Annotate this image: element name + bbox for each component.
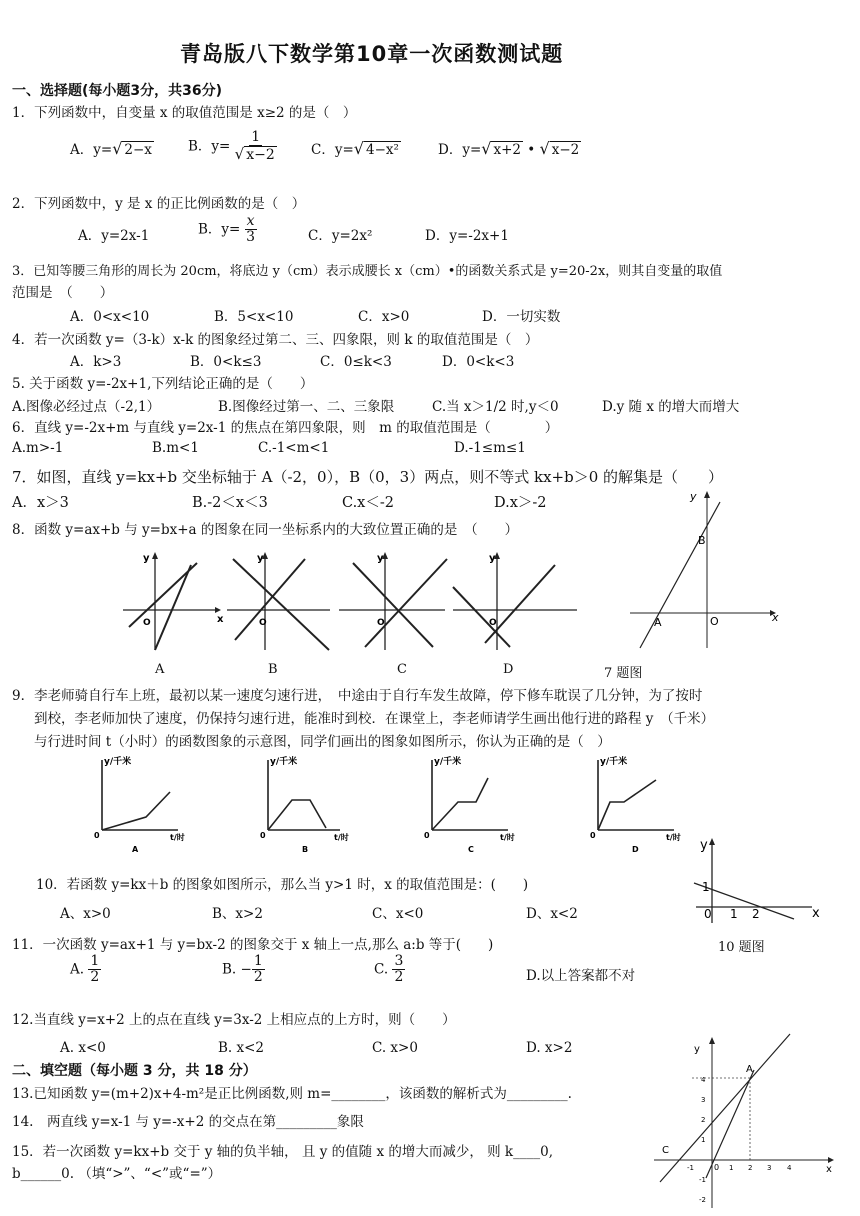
q8-graph-a: [123, 552, 221, 650]
svg-text:y: y: [489, 553, 496, 564]
svg-text:C: C: [468, 845, 474, 854]
q8-graph-b: [217, 552, 330, 650]
svg-text:1: 1: [730, 907, 738, 921]
svg-text:A: A: [746, 1064, 753, 1075]
question-7-option-a: A．x＞3: [12, 495, 69, 511]
svg-text:x: x: [812, 906, 820, 921]
question-1-option-b: B．y= $\frac{1}{√ x-2}$: [188, 129, 275, 164]
q7-y-label: y: [690, 490, 697, 503]
svg-text:t/时: t/时: [500, 833, 515, 842]
question-8-label-b: B: [268, 662, 278, 677]
question-8-stem: 8．函数 y=ax+b 与 y=bx+a 的图象在同一坐标系内的大致位置正确的是 （ ）: [12, 522, 519, 538]
svg-text:O: O: [143, 618, 151, 628]
question-5-option-c: C.当 x＞1/2 时,y＜0: [432, 399, 559, 415]
svg-text:y: y: [377, 553, 384, 564]
q7-point-b-label: B: [698, 534, 706, 547]
svg-text:O: O: [489, 618, 497, 628]
question-4-option-a: A．k>3: [70, 354, 122, 370]
q9-graph-c: [424, 755, 515, 854]
question-4-option-b: B．0<k≤3: [190, 354, 262, 370]
question-7-figure-caption: 7 题图: [604, 666, 643, 681]
svg-text:0: 0: [714, 1163, 720, 1172]
question-11-stem: 11．一次函数 y=ax+1 与 y=bx-2 的图象交于 x 轴上一点,那么 a:b 等于( ): [12, 937, 494, 953]
svg-text:D: D: [632, 845, 639, 854]
question-10-stem: 10．若函数 y=kx＋b 的图象如图所示，那么当 y>1 时，x 的取值范围是：( ): [36, 877, 529, 893]
q7-origin-label: O: [710, 615, 719, 628]
svg-text:1: 1: [701, 1136, 706, 1144]
question-3-option-b: B．5<x<10: [214, 309, 294, 325]
svg-text:0: 0: [260, 831, 266, 840]
svg-text:x: x: [826, 1164, 832, 1175]
question-14: 14. 两直线 y=x-1 与 y=-x+2 的交点在第_________象限: [12, 1114, 364, 1130]
svg-text:2: 2: [701, 1116, 706, 1124]
question-8-label-c: C: [397, 662, 407, 677]
svg-text:x: x: [217, 614, 224, 625]
question-2-option-d: D．y=-2x+1: [425, 228, 509, 244]
question-6-option-c: C.-1<m<1: [258, 440, 330, 456]
svg-text:4: 4: [787, 1164, 792, 1172]
question-1-option-a: A．y=√ 2−x: [70, 139, 152, 158]
svg-text:y/千米: y/千米: [104, 757, 132, 767]
page-title: 青岛版八下数学第10章一次函数测试题: [180, 42, 564, 66]
question-6-option-d: D.-1≤m≤1: [454, 440, 526, 456]
question-10-option-d: D、x<2: [526, 906, 578, 922]
question-4-option-c: C．0≤k<3: [320, 354, 392, 370]
question-7-option-c: C.x＜-2: [342, 495, 394, 511]
question-8-label-a: A: [155, 662, 165, 677]
question-13: 13.已知函数 y=(m+2)x+4-m²是正比例函数,则 m=________，该函数的解析式为_________.: [12, 1086, 572, 1102]
question-12-stem: 12.当直线 y=x+2 上的点在直线 y=3x-2 上相应点的上方时，则（ ）: [12, 1012, 456, 1028]
question-7-option-d: D.x＞-2: [494, 495, 547, 511]
svg-text:B: B: [302, 845, 309, 854]
question-10-option-a: A、x>0: [60, 906, 111, 922]
svg-text:0: 0: [704, 907, 712, 921]
q7-x-label: x: [772, 611, 779, 624]
q7-y-arrow: [704, 491, 710, 498]
question-3-stem-cont: 范围是 （ ）: [12, 285, 114, 301]
question-8-graphs: [115, 545, 585, 655]
q7-point-a-label: A: [654, 616, 662, 629]
question-2-stem: 2．下列函数中，y 是 x 的正比例函数的是（ ）: [12, 196, 306, 212]
svg-text:y/千米: y/千米: [434, 757, 462, 767]
svg-text:O: O: [259, 618, 267, 628]
q8-graph-c: [339, 552, 447, 650]
svg-text:-1: -1: [687, 1164, 694, 1172]
q7-line: [640, 502, 720, 648]
svg-text:y: y: [700, 838, 708, 853]
svg-text:3: 3: [767, 1164, 772, 1172]
svg-text:-1: -1: [699, 1176, 706, 1184]
question-15-line-2: b______0. （填“>”、“<”或“=”）: [12, 1166, 222, 1182]
question-10-figure: [690, 835, 825, 925]
question-3-option-c: C．x>0: [358, 309, 410, 325]
svg-text:0: 0: [94, 831, 100, 840]
question-6-option-a: A.m>-1: [12, 440, 64, 456]
svg-text:y/千米: y/千米: [600, 757, 628, 767]
question-2-option-c: C．y=2x²: [308, 228, 373, 244]
question-8-label-d: D: [503, 662, 514, 677]
svg-text:C: C: [662, 1145, 669, 1156]
q9-graph-d: [590, 755, 681, 854]
question-7-figure: [620, 488, 780, 653]
section-fill-heading: 二、填空题（每小题 3 分，共 18 分）: [12, 1063, 257, 1079]
svg-text:3: 3: [701, 1096, 706, 1104]
question-12-option-d: D. x>2: [526, 1040, 573, 1056]
question-3-stem: 3．已知等腰三角形的周长为 20cm，将底边 y（cm）表示成腰长 x（cm）•的函数关系式是 y=20-2x，则其自变量的取值: [12, 264, 723, 279]
svg-text:t/时: t/时: [666, 833, 681, 842]
question-10-figure-caption: 10 题图: [718, 940, 765, 955]
question-1-option-c: C．y=√ 4−x²: [311, 139, 399, 158]
question-11-option-c: C. $\frac{3}{2}$: [374, 953, 404, 986]
svg-text:2: 2: [748, 1164, 753, 1172]
svg-text:2: 2: [752, 907, 760, 921]
question-12-option-c: C. x>0: [372, 1040, 418, 1056]
question-1-option-d: D．y=√ x+2 • √ x−2: [438, 139, 580, 158]
question-4-option-d: D．0<k<3: [442, 354, 515, 370]
svg-text:0: 0: [590, 831, 596, 840]
question-10-option-b: B、x>2: [212, 906, 263, 922]
svg-text:t/时: t/时: [334, 833, 349, 842]
question-9-graphs: [88, 750, 688, 860]
svg-text:-2: -2: [699, 1196, 706, 1204]
question-9-line-2: 到校，李老师加快了速度，仍保持匀速行进，能准时到校．在课堂上，李老师请学生画出他行进的路程 y （千米）: [34, 711, 715, 727]
q8-graph-d: [453, 552, 577, 650]
question-15-line-1: 15．若一次函数 y=kx+b 交于 y 轴的负半轴， 且 y 的值随 x 的增大而减少， 则 k____0,: [12, 1144, 553, 1160]
question-12-option-b: B. x<2: [218, 1040, 265, 1056]
question-3-option-a: A．0<x<10: [70, 309, 150, 325]
question-5-stem: 5. 关于函数 y=-2x+1,下列结论正确的是（ ）: [12, 376, 314, 392]
svg-text:0: 0: [424, 831, 430, 840]
svg-text:y: y: [257, 553, 264, 564]
svg-text:y/千米: y/千米: [270, 757, 298, 767]
question-11-option-b: B. − $\frac{1}{2}$: [222, 953, 263, 986]
svg-text:4: 4: [701, 1076, 706, 1084]
question-11-option-d: D.以上答案都不对: [526, 968, 636, 984]
question-9-line-1: 9．李老师骑自行车上班，最初以某一速度匀速行进， 中途由于自行车发生故障，停下修车耽误了几分钟，为了按时: [12, 688, 703, 704]
question-12-option-a: A. x<0: [60, 1040, 106, 1056]
svg-text:O: O: [377, 618, 385, 628]
question-3-option-d: D．一切实数: [482, 309, 561, 325]
question-4-stem: 4．若一次函数 y=（3-k）x-k 的图象经过第二、三、四象限，则 k 的取值范围是（ ）: [12, 332, 539, 348]
question-10-option-c: C、x<0: [372, 906, 424, 922]
question-7-stem: 7．如图，直线 y=kx+b 交坐标轴于 A（-2，0），B（0，3）两点，则不等式 kx+b＞0 的解集是（ ）: [12, 468, 724, 486]
svg-text:1: 1: [702, 880, 710, 894]
question-9-line-3: 与行进时间 t（小时）的函数图象的示意图，同学们画出的图象如图所示，你认为正确的是（ ）: [34, 734, 611, 750]
svg-text:y: y: [143, 553, 150, 564]
question-5-option-a: A.图像必经过点（-2,1）: [12, 399, 161, 415]
svg-text:y: y: [694, 1044, 700, 1055]
svg-text:1: 1: [729, 1164, 734, 1172]
q9-graph-a: [94, 755, 185, 854]
question-2-option-a: A．y=2x-1: [78, 228, 150, 244]
bottom-figure: [650, 1030, 840, 1210]
svg-text:A: A: [132, 845, 139, 854]
question-7-option-b: B.-2＜x＜3: [192, 495, 268, 511]
question-2-option-b: B．y= $\frac{x}{3}$: [198, 213, 256, 246]
svg-text:t/时: t/时: [170, 833, 185, 842]
question-6-option-b: B.m<1: [152, 440, 199, 456]
q9-graph-b: [260, 755, 349, 854]
question-5-option-b: B.图像经过第一、二、三象限: [218, 399, 395, 415]
question-11-option-a: A. $\frac{1}{2}$: [70, 953, 100, 986]
question-1-stem: 1．下列函数中，自变量 x 的取值范围是 x≥2 的是（ ）: [12, 105, 357, 121]
section-choice-heading: 一、选择题(每小题3分，共36分): [12, 83, 223, 99]
question-6-stem: 6．直线 y=-2x+m 与直线 y=2x-1 的焦点在第四象限，则 m 的取值范围是（ ）: [12, 420, 559, 436]
question-5-option-d: D.y 随 x 的增大而增大: [602, 399, 740, 415]
